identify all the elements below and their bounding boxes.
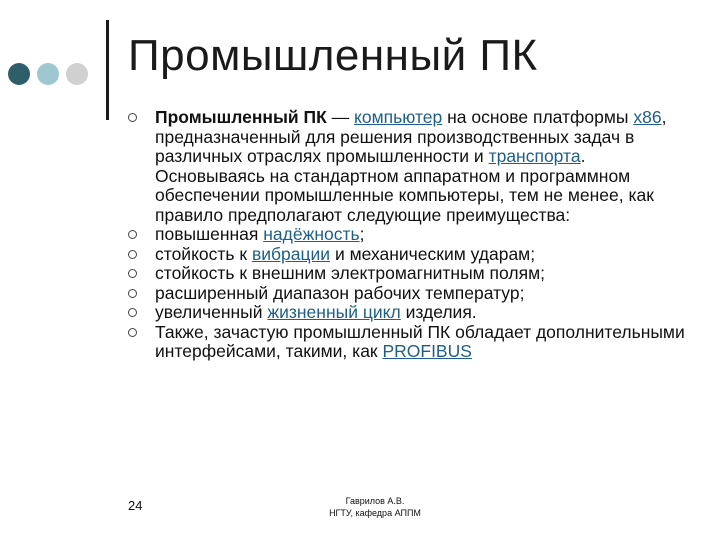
bullet-marker [128, 328, 137, 337]
list-item [128, 264, 688, 284]
bullet-marker [128, 230, 137, 239]
text: увеличенный [155, 302, 268, 322]
footer [300, 495, 450, 519]
link-reliability[interactable]: надёжность [263, 224, 360, 244]
text: , предназначенный для решения производственных задач в различных отраслях промышленности и [155, 107, 667, 166]
dot-mid [37, 63, 59, 85]
text: изделия. [400, 302, 477, 322]
text: на основе платформы [442, 107, 634, 127]
footer-department: НГТУ, кафедра АППМ [329, 508, 421, 518]
list-item [128, 303, 688, 323]
footer-author: Гаврилов А.В. [345, 496, 405, 506]
text: повышенная [155, 224, 264, 244]
text: стойкость к внешним электромагнитным полям; [155, 263, 545, 283]
link-profibus[interactable]: PROFIBUS [382, 341, 472, 361]
text: Также, зачастую промышленный ПК обладает дополнительными интерфейсами, такими, как [155, 321, 685, 361]
list-item [128, 284, 688, 304]
text: стойкость к [155, 243, 252, 264]
link-vibration[interactable]: вибрации [251, 243, 331, 264]
text: и механическим ударам; [330, 243, 536, 264]
text: ; [359, 224, 365, 244]
list-item [128, 323, 688, 362]
decorative-dots [8, 63, 98, 87]
dot-dark [8, 63, 30, 85]
slide-title: Промышленный ПК [128, 31, 538, 80]
bullet-marker [128, 250, 137, 259]
bullet-list [128, 108, 688, 362]
link-computer[interactable]: компьютер [354, 107, 443, 127]
link-x86[interactable]: x86 [633, 107, 662, 127]
list-item [128, 225, 688, 245]
link-lifecycle[interactable]: жизненный цикл [267, 302, 401, 322]
title-divider [106, 20, 109, 120]
bullet-marker [128, 289, 137, 298]
text: расширенный диапазон рабочих температур; [155, 282, 525, 303]
bullet-marker [128, 308, 137, 317]
list-item [128, 108, 688, 225]
bullet-marker [128, 269, 137, 278]
term-bold: Промышленный ПК [155, 107, 327, 127]
text: — [326, 107, 355, 127]
text: . Основываясь на стандартном аппаратном и программном обеспечении промышленные компьютеры, тем не менее, как правило предполагают следующие преимущества: [155, 146, 654, 225]
dot-light [66, 63, 88, 85]
link-transport[interactable]: транспорта [488, 146, 581, 166]
list-item [128, 245, 688, 265]
bullet-marker [128, 113, 137, 122]
page-number: 24 [128, 498, 143, 513]
